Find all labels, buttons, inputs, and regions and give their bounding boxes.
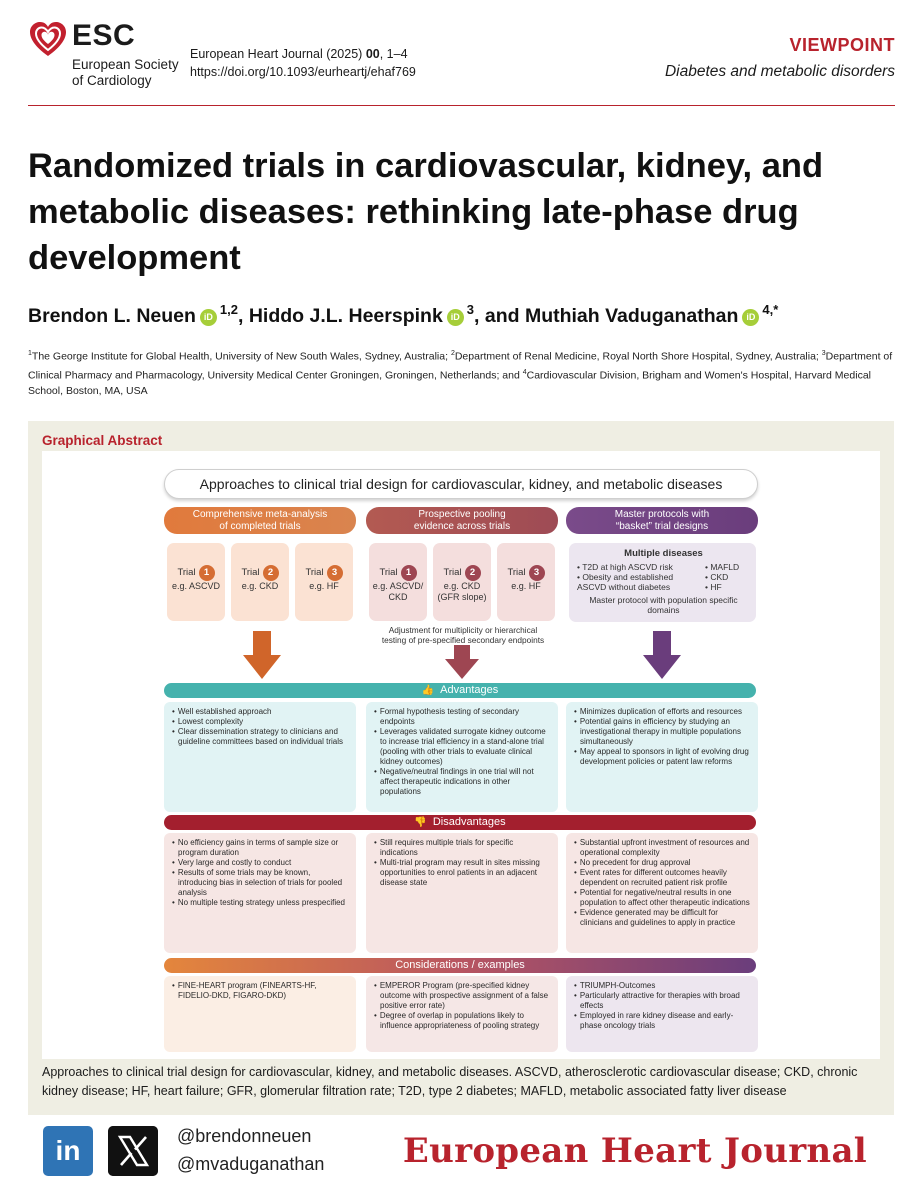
trial-label: Trial: [177, 567, 196, 578]
esc-wordmark: ESC: [72, 19, 136, 52]
affil-sup: 2: [450, 350, 455, 357]
trial-box: [433, 543, 491, 621]
multiple-diseases-box: [569, 543, 756, 622]
note-line: testing of pre-specified secondary endpoints: [381, 635, 545, 645]
column-header-line: Prospective pooling: [418, 509, 506, 520]
column-header-line: “basket” trial designs: [615, 521, 709, 532]
graphical-abstract: [28, 421, 894, 1115]
affil-text: Department of Renal Medicine, Royal North Shore Hospital, Sydney, Australia;: [454, 350, 822, 363]
trial-box: [167, 543, 225, 621]
header-divider: [28, 105, 895, 106]
figure-heading: Approaches to clinical trial design for cardiovascular, kidney, and metabolic diseases: [164, 469, 758, 499]
orcid-icon[interactable]: iD: [200, 309, 217, 326]
trial-label: Trial: [507, 567, 526, 578]
column-header-line: evidence across trials: [413, 521, 511, 532]
trial-label: Trial: [241, 567, 260, 578]
trial-example: CKD: [388, 592, 408, 602]
advantages-cell: [366, 702, 558, 812]
list-item: • Still requires multiple trials for specific indications: [373, 838, 552, 858]
author-name: Hiddo J.L. Heerspink: [248, 305, 443, 327]
trial-example: e.g. CKD: [443, 581, 481, 591]
graphical-abstract-figure: [42, 451, 880, 1059]
author-list: [28, 302, 898, 328]
considerations-cell: [366, 976, 558, 1052]
list-item: • Leverages validated surrogate kidney outcome to increase trial efficiency in a stand-alone trial (pooling with other trials to evaluate clinical kidney outcomes): [373, 727, 552, 767]
list-item: • Potential gains in efficiency by studying an investigational therapy in multiple populations simultaneously: [573, 717, 752, 747]
x-twitter-icon[interactable]: [108, 1126, 158, 1176]
thumbs-down-icon: 👎: [414, 817, 427, 828]
list-item: • Well established approach: [171, 707, 350, 717]
disease-item: • HF: [705, 582, 722, 592]
author-affil-sup: 4,*: [762, 302, 779, 317]
list-item: • Negative/neutral findings in one trial will not affect therapeutic indications in other populations: [373, 767, 552, 797]
doi-link[interactable]: https://doi.org/10.1093/eurheartj/ehaf769: [190, 65, 416, 79]
list-item: • May appeal to sponsors in light of evolving drug development policies or patent law reforms: [573, 747, 752, 767]
affil-sup: 3: [821, 350, 826, 357]
trial-example: e.g. ASCVD/: [372, 581, 424, 591]
figure-caption: Approaches to clinical trial design for cardiovascular, kidney, and metabolic diseases. ASCVD, atherosclerotic cardiovascular disease; CKD, chronic kidney disease; HF, heart failure; GFR, glomerular filtration rate; T2D, type 2 diabetes; MAFLD, metabolic associated fatty liver disease: [42, 1065, 858, 1098]
author-name: Brendon L. Neuen: [28, 305, 196, 327]
list-item: • No precedent for drug approval: [573, 858, 752, 868]
considerations-title: Considerations / examples: [395, 959, 525, 971]
journal-ref-volume: 00: [365, 47, 380, 61]
trial-box: [231, 543, 289, 621]
disease-text: MAFLD: [710, 562, 740, 572]
considerations-cell: [566, 976, 758, 1052]
list-item: • Potential for negative/neutral results in one population to affect other therapeutic indications: [573, 888, 752, 908]
disadvantages-cell: [366, 833, 558, 953]
trial-number-badge: 3: [327, 565, 343, 581]
journal-brand-logo: European Heart Journal: [402, 1131, 867, 1171]
list-item: • Evidence generated may be difficult for clinicians and guidelines to apply in practice: [573, 908, 752, 928]
trial-box: [295, 543, 353, 621]
x-handle[interactable]: @mvaduganathan: [177, 1154, 325, 1174]
multiple-diseases-title: Multiple diseases: [624, 548, 703, 559]
trial-box: [369, 543, 427, 621]
disease-item: • CKD: [705, 572, 729, 582]
page-header: [0, 0, 923, 110]
considerations-cell: [164, 976, 356, 1052]
trial-example: e.g. HF: [511, 581, 541, 591]
multiplicity-note: [368, 625, 558, 645]
advantages-cell: [566, 702, 758, 812]
trial-label: Trial: [443, 567, 462, 578]
trial-number-badge: 2: [263, 565, 279, 581]
disease-text: Obesity and established ASCVD without diabetes: [577, 572, 674, 592]
trial-example: (GFR slope): [437, 592, 487, 602]
list-item: • Degree of overlap in populations likely to influence appropriateness of pooling strategy: [373, 1011, 552, 1031]
trial-box: [497, 543, 555, 621]
note-line: Adjustment for multiplicity or hierarchical: [388, 625, 538, 635]
column-header-prospective-pooling: [366, 507, 558, 534]
journal-ref-pages: , 1–4: [379, 47, 408, 61]
article-title: Randomized trials in cardiovascular, kidney, and metabolic diseases: rethinking late-phase drug development: [28, 147, 824, 277]
affil-text: Department of Clinical Pharmacy and Pharmacology, University Medical Center Groningen, Groningen, Netherlands; and: [28, 350, 893, 382]
list-item: • No multiple testing strategy unless prespecified: [171, 898, 350, 908]
list-item: • Particularly attractive for therapies with broad effects: [573, 991, 752, 1011]
journal-ref-name: European Heart Journal (2025): [190, 47, 363, 61]
disease-text: HF: [710, 582, 722, 592]
list-item: • Employed in rare kidney disease and early-phase oncology trials: [573, 1011, 752, 1031]
down-arrow-icon: [445, 645, 479, 679]
esc-heart-logo-icon: [28, 20, 68, 60]
disease-item: • Obesity and established ASCVD without diabetes: [577, 572, 674, 592]
orcid-icon[interactable]: iD: [447, 309, 464, 326]
down-arrow-icon: [643, 631, 681, 679]
author-separator: ,: [238, 305, 249, 327]
disease-item: • T2D at high ASCVD risk: [577, 562, 673, 572]
graphical-abstract-label: Graphical Abstract: [42, 433, 163, 448]
esc-society-name: European Society of Cardiology: [72, 57, 179, 88]
column-header-master-protocols: [566, 507, 758, 534]
disease-text: T2D at high ASCVD risk: [582, 562, 673, 572]
column-header-line: Comprehensive meta-analysis: [192, 509, 328, 520]
master-protocol-note: Master protocol with population specific domains: [589, 595, 738, 615]
list-item: • TRIUMPH-Outcomes: [573, 981, 752, 991]
list-item: • EMPEROR Program (pre-specified kidney outcome with prospective assignment of a false positive error rate): [373, 981, 552, 1011]
trial-number-badge: 1: [401, 565, 417, 581]
trial-label: Trial: [305, 567, 324, 578]
orcid-icon[interactable]: iD: [742, 309, 759, 326]
disadvantages-cell: [566, 833, 758, 953]
list-item: • Clear dissemination strategy to clinicians and guideline committees based on individual trials: [171, 727, 350, 747]
trial-example: e.g. HF: [309, 581, 339, 591]
article-section: Diabetes and metabolic disorders: [664, 63, 895, 80]
disadvantages-band: [164, 815, 756, 830]
linkedin-icon[interactable]: in: [43, 1126, 93, 1176]
list-item: • Event rates for different outcomes heavily dependent on recruited patient risk profile: [573, 868, 752, 888]
affil-text: The George Institute for Global Health, University of New South Wales, Sydney, Australia;: [31, 350, 451, 363]
down-arrow-icon: [243, 631, 281, 679]
list-item: • FINE-HEART program (FINEARTS-HF, FIDELIO-DKD, FIGARO-DKD): [171, 981, 350, 1001]
affiliations: [28, 346, 894, 400]
list-item: • Results of some trials may be known, introducing bias in selection of trials for pooled analysis: [171, 868, 350, 898]
article-type: VIEWPOINT: [789, 35, 895, 55]
author-affil-sup: 3: [466, 302, 475, 317]
affil-sup: 1: [28, 350, 32, 357]
column-header-line: of completed trials: [219, 521, 301, 532]
trial-number-badge: 1: [199, 565, 215, 581]
list-item: • Multi-trial program may result in sites missing opportunities to enrol patients in an adjacent disease state: [373, 858, 552, 888]
disadvantages-cell: [164, 833, 356, 953]
trial-number-badge: 3: [529, 565, 545, 581]
column-header-line: Master protocols with: [614, 509, 710, 520]
trial-example: e.g. ASCVD: [171, 581, 221, 591]
affil-sup: 4: [522, 369, 527, 376]
linkedin-handle[interactable]: @brendonneuen: [177, 1126, 312, 1146]
trial-example: e.g. CKD: [241, 581, 279, 591]
list-item: • Substantial upfront investment of resources and operational complexity: [573, 838, 752, 858]
list-item: • Formal hypothesis testing of secondary endpoints: [373, 707, 552, 727]
trial-number-badge: 2: [465, 565, 481, 581]
advantages-title: Advantages: [440, 684, 499, 696]
advantages-band: [164, 683, 756, 698]
list-item: • Very large and costly to conduct: [171, 858, 350, 868]
list-item: • Lowest complexity: [171, 717, 350, 727]
advantages-cell: [164, 702, 356, 812]
author-affil-sup: 1,2: [219, 302, 238, 317]
trial-label: Trial: [379, 567, 398, 578]
affil-text: Cardiovascular Division, Brigham and Women's Hospital, Harvard Medical School, Boston, MA, USA: [28, 369, 871, 397]
thumbs-up-icon: 👍: [421, 685, 435, 696]
list-item: • Minimizes duplication of efforts and resources: [573, 707, 752, 717]
disease-text: CKD: [710, 572, 729, 582]
journal-reference: [190, 45, 416, 81]
disadvantages-title: Disadvantages: [432, 816, 506, 828]
list-item: • No efficiency gains in terms of sample size or program duration: [171, 838, 350, 858]
considerations-band: [164, 958, 756, 973]
author-name: Muthiah Vaduganathan: [524, 305, 739, 327]
author-separator: , and: [474, 305, 525, 327]
disease-item: • MAFLD: [705, 562, 740, 572]
column-header-meta-analysis: [164, 507, 356, 534]
